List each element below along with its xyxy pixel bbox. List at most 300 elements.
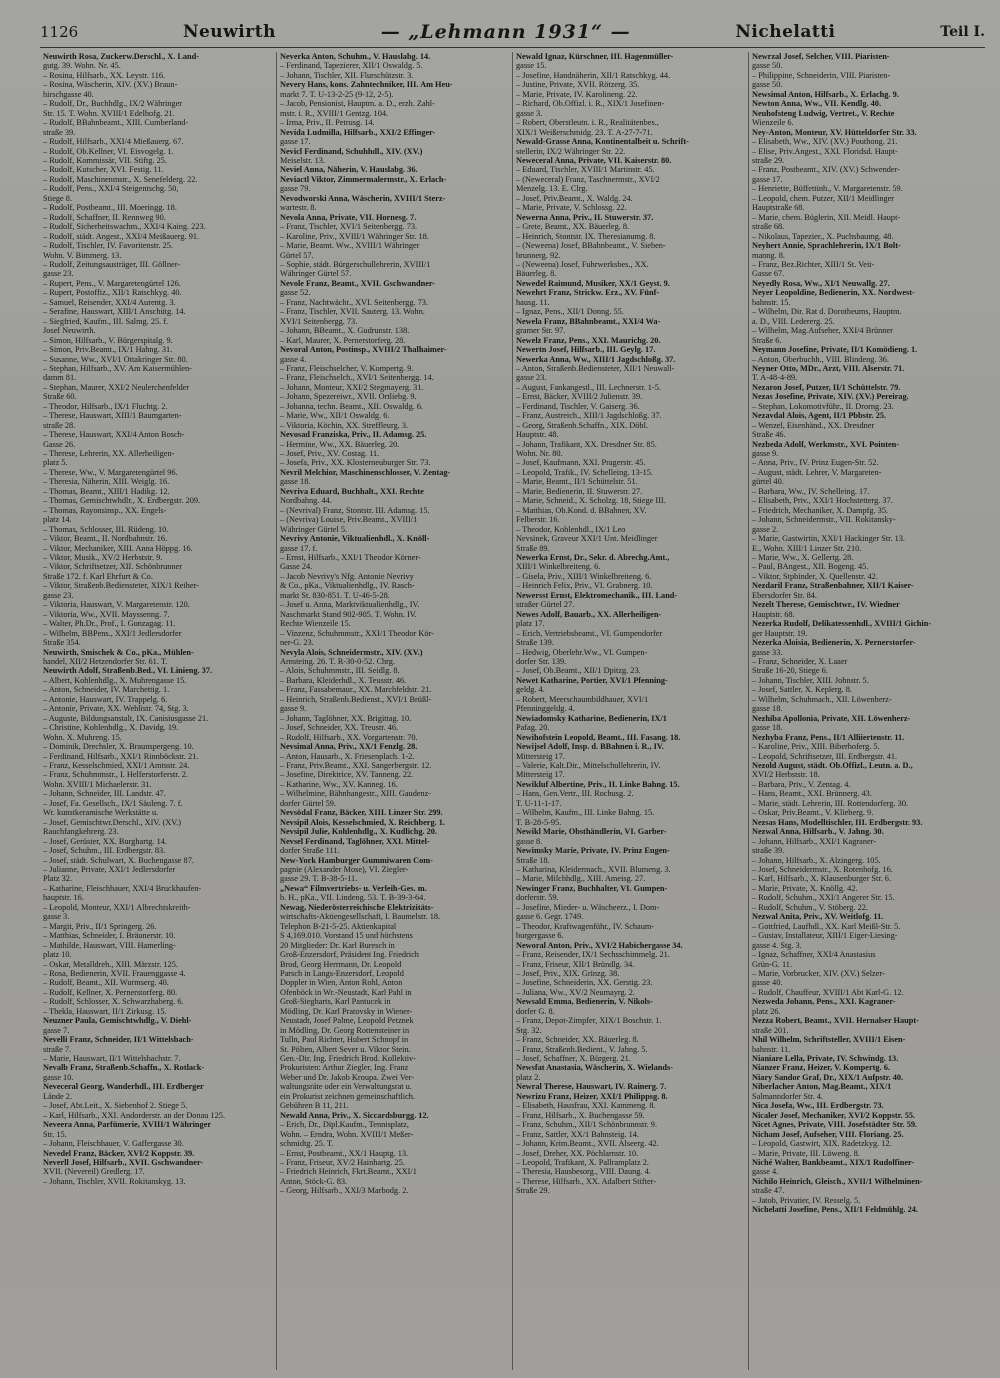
entry-line: Neuhofsteng Ludwig, Vertret., V. Rechte — [752, 108, 895, 118]
entry-line: – Eduard, Tischler, XVIII/1 Martinstr. 45. — [516, 165, 655, 175]
entry-line: – Johann, Trafikant, XX. Dresdner Str. 85. — [516, 439, 657, 449]
entry-line: – Susanne, Ww., XVI/1 Ottakringer Str. 80. — [43, 354, 188, 364]
entry-line: – Philippine, Schneiderin, VIII. Piaristen- — [752, 70, 891, 80]
entry-line: Newrzal Josef, Selcher, VIII. Piaristen- — [752, 52, 890, 61]
entry-line: gramer Str. 97. — [516, 326, 566, 336]
entry-line: Nevicl Ferdinand, Schuhhdl., XIV. (XV.) — [280, 146, 423, 156]
entry-line: Neuzner Paula, Gemischtwhdlg., V. Diehl- — [43, 1016, 192, 1026]
entry-line: gasse 3. — [516, 108, 543, 118]
entry-line: Newertn Josef, Hilfsarb., III. Geylg. 17. — [516, 345, 656, 355]
entry-line: – Josef, Priv.Beamt., X. Waldg. 24. — [516, 193, 633, 203]
entry-line: Newiadomsky Katharine, Bedienerin, IX/1 — [516, 713, 667, 723]
entry-line: – Theresia, Hausbesorg., VIII. Daung. 4. — [516, 1167, 651, 1177]
entry-line: XVI/1 Seitenbergg. 73. — [280, 316, 358, 326]
entry-line: – Franz, Fleischselch., XVI/1 Seitenbergg. 14. — [280, 373, 434, 383]
entry-line: – Josef, Abt.Leit., X. Siebenhof 2. Stiege 5. — [43, 1101, 188, 1111]
entry-line: Newsald Emma, Bedienerin, V. Nikols- — [516, 997, 653, 1007]
entry-line: – Rudolf, Schuhm., V. Stöberg. 22. — [752, 902, 868, 912]
entry-line: mstr. i. R., XVIII/1 Gentzg. 104. — [280, 108, 389, 118]
entry-line: gasse 40. — [752, 978, 783, 988]
entry-line: Neuwirth Adolf, Straßenb.Bed., VI. Linieng. 37. — [43, 666, 213, 676]
entry-line: – Thomas, Gemischtwhdlr., X. Erdbergstr. 209. — [43, 496, 201, 506]
entry-line: straße 7. — [43, 1044, 72, 1054]
entry-line: Nicham Josef, Aufseher, VIII. Floriang. 25. — [752, 1129, 904, 1139]
entry-line: Nezerka Rudolf, Delikatessenhdl., XVIII/1 Gichin- — [752, 619, 932, 629]
entry-line: Weber und Dr. Jakob Kroupa. Zwei Ver- — [280, 1072, 415, 1082]
entry-line: gasse 4. — [280, 354, 307, 364]
entry-line: manng. 8. — [752, 250, 785, 260]
entry-line: Neworal Anton, Priv., XVI/2 Habichergasse 34. — [516, 940, 683, 950]
entry-line: – Rudolf, Kutscher, XVI. Festig. 11. — [43, 165, 164, 175]
entry-line: Pafag. 20. — [516, 723, 550, 733]
entry-line: Straße 29. — [516, 1186, 550, 1196]
entry-line: straßer Gürtel 27. — [516, 600, 575, 610]
entry-line: Telephon B-21-5-25. Aktienkapital — [280, 921, 397, 931]
entry-line: Nevida Ludmilla, Hilfsarb., XXI/2 Effinger- — [280, 127, 436, 137]
entry-line: Groß-Siegharts, Karl Pantucek in — [280, 997, 391, 1007]
entry-line: Gasse 67. — [752, 269, 785, 279]
entry-line: Neyhert Annie, Sprachlehrerin, IX/1 Bolt- — [752, 241, 901, 251]
entry-line: Rechte Wienzeile 15. — [280, 619, 351, 629]
entry-line: Doppler in Wien, Anton Rohl, Anton — [280, 978, 403, 988]
entry-line: – Viktor, Musik., XV/2 Herbststr. 9. — [43, 553, 163, 563]
entry-line: Nevedel Franz, Bäcker, XVI/2 Koppstr. 39. — [43, 1148, 195, 1158]
entry-line: – Marie, Vorbrucker, XIV. (XV.) Selzer- — [752, 968, 885, 978]
entry-line: – Josef, Fa. Gesellsch., IX/1 Säuleng. 7. f. — [43, 798, 183, 808]
entry-line: – Therese, Hauswart, XIII/1 Baumgarten- — [43, 411, 182, 421]
entry-line: – Franz, Schneider, XX. Bäuerleg. 8. — [516, 1035, 639, 1045]
entry-line: handel, XII/2 Hetzendorfer Str. 61. T. — [43, 657, 168, 666]
entry-line: Nezweda Johann, Pens., XXI. Kagraner- — [752, 997, 896, 1007]
entry-line: Newelz Franz, Pens., XXI. Maurichg. 20. — [516, 335, 661, 345]
entry-line: – Vinzenz, Schuhmmstr., XXI/1 Theodor Kör- — [280, 628, 434, 638]
entry-line: XVI/2 Herbststr. 18. — [752, 770, 820, 780]
entry-line: Nezerka Aloisia, Bedienerin, X. Pernerstorfer- — [752, 638, 916, 648]
entry-line: – Antonie, Private, XX. Wehlistr. 74, Stg. 3. — [43, 704, 189, 714]
entry-line: – Gustav, Installateur, XIII/1 Eiger-Liesing- — [752, 931, 898, 941]
entry-line: Prokuristen: Arthur Ziegler, Ing. Franz — [280, 1063, 409, 1073]
entry-line: Nianzer Franz, Heizer, V. Kompertg. 6. — [752, 1063, 890, 1073]
entry-line: – Therese, Ww., V. Margaretengürtel 96. — [43, 467, 178, 477]
entry-line: straße 39. — [43, 127, 76, 137]
entry-line: – Barbara, Priv., V. Zentag. 4. — [752, 779, 851, 789]
entry-line: – Erich, Dr., Dipl.Kaufm., Tennisplatz, — [280, 1120, 409, 1130]
entry-line: – Ernst, Hilfsarb., XXI/1 Theodor Körner- — [280, 553, 421, 563]
entry-line: Newinger Franz, Buchhalter, VI. Gumpen- — [516, 883, 668, 893]
entry-line: Wohn. Nr. 80. — [516, 449, 563, 459]
page-header — [40, 20, 985, 44]
entry-line: gasse 23. — [516, 373, 547, 383]
entry-line: New-York Hamburger Gummiwaren Com- — [280, 855, 433, 865]
entry-line: – August, Fankangestl., III. Lechnerstr. 1-5. — [516, 382, 661, 392]
entry-line: – Theodor, Kohlenhdl., IX/1 Leo — [516, 524, 626, 534]
entry-line: – Therese, Lehrerin, XX. Allerheiligen- — [43, 449, 175, 459]
entry-line: – Gottfried, Laufhdl., XX. Karl Meißl-Str. 5. — [752, 921, 901, 931]
entry-line: gasse 50. — [752, 80, 783, 90]
entry-line: wartestr. 8. — [280, 203, 317, 213]
entry-line: straße 68. — [752, 222, 785, 232]
entry-line: Neymann Josefine, Private, II/1 Komödieng. 1. — [752, 345, 918, 355]
entry-line: dorfer Gürtel 59. — [280, 798, 336, 808]
entry-line: – Marie, chem. Büglerin, XII. Meidl. Haupt- — [752, 212, 901, 222]
entry-line: Straße 18. — [516, 855, 550, 865]
entry-line: – Johann, Tischler, XIII. Johnstr. 5. — [752, 675, 869, 685]
entry-line: – Johann, Monteur, XXI/2 Stegmayerg. 31. — [280, 382, 424, 392]
entry-line: Newerka Anna, Ww., XIII/1 Jagdschloßg. 37. — [516, 354, 676, 364]
entry-line: – Margit, Priv., II/1 Springerg. 26. — [43, 921, 157, 931]
entry-line: Newton Anna, Ww., VII. Kendlg. 40. — [752, 99, 882, 109]
entry-line: wirtschafts-Aktiengesellschaft, I. Baumelstr. 18. — [280, 912, 441, 922]
entry-line: Platz 32. — [43, 874, 73, 884]
entry-line: Newikl Marie, Obsthändlerin, VI. Garber- — [516, 827, 667, 837]
entry-line: Grün-G. 11. — [752, 959, 793, 969]
entry-line: – Thomas, Rayonsinsp., XX. Engels- — [43, 505, 167, 515]
entry-line: gasse 79. — [280, 184, 311, 194]
entry-line: XIII/1 Winkelbreiteng. 6. — [516, 562, 601, 572]
entry-line: gasse 50. — [752, 61, 783, 71]
directory-title: — „Lehmann 1931“ — — [380, 21, 631, 43]
entry-line: Nhil Wilhelm, Schriftsteller, XVIII/1 Eisen- — [752, 1035, 906, 1045]
entry-line: Parsch in Langs-Enzersdorf, Leopold — [280, 968, 404, 978]
entry-line: – Nikolaus, Tapezier., X. Puchsbaumg. 48. — [752, 231, 894, 241]
entry-line: Felberstr. 16. — [516, 515, 560, 525]
column-2 — [276, 52, 512, 1370]
entry-line: Nichilo Heinrich, Gleisch., XVII/1 Wilhelminen- — [752, 1176, 923, 1186]
entry-line: waltungsräte oder ein Verwaltungsrat u. — [280, 1082, 412, 1092]
entry-line: dorferstr. 59. — [516, 893, 559, 903]
entry-line: – Rudolf, Schuhm., XXI/1 Angerer Str. 15. — [752, 893, 895, 903]
entry-line: – Josef, Gemischtwr.Derschl., XIV. (XV.) — [43, 817, 181, 827]
entry-line: ger Hauptstr. 19. — [752, 628, 808, 638]
entry-line: ein Prokurist zeichnen gemeinschaftlich. — [280, 1091, 416, 1101]
entry-line: Newsimal Anton, Hilfsarb., X. Erlachg. 9. — [752, 89, 899, 99]
entry-line: straße 47. — [752, 1186, 785, 1196]
entry-line: – Leopold, Trafik., IV. Schelleing. 13-15. — [516, 467, 653, 477]
entry-line: gasse 23. — [43, 590, 74, 600]
entry-line: straße 28. — [43, 420, 76, 430]
entry-line: – Johann, BBeamt., X. Gudrunstr. 138. — [280, 326, 410, 336]
entry-line: Wienzeile 6. — [752, 118, 794, 128]
entry-line: Gebühren B 11, 211. — [280, 1101, 349, 1111]
entry-line: – Albert, Kohlenhdlg., X. Muhrengasse 15. — [43, 675, 187, 685]
entry-line: Ofenböck in Wr.-Neustadt, Karl Pahl in — [280, 987, 412, 997]
entry-line: – Georg, Straßenb.Schaffn., XIX. Döbl. — [516, 420, 648, 430]
entry-line: – Franz, Friseur, XII/1 Bründlg. 34. — [516, 959, 635, 969]
entry-line: Wohn. – Erndra, Wohn. XVIII/1 Meßer- — [280, 1129, 414, 1139]
entry-line: Mittersteig 17. — [516, 770, 565, 780]
entry-line: Tulln, Paul Richter, Hubert Schnopf in — [280, 1035, 409, 1045]
entry-line: Währinger Gürtel 5. — [280, 524, 348, 534]
entry-line: – Anton, Oberbuchh., VIII. Blindeng. 36. — [752, 354, 889, 364]
entry-line: Nezbeda Adolf, Werkmstr., XVI. Pointen- — [752, 439, 900, 449]
entry-line: – Rudolf, Sicherheitswachm., XXI/4 Kaing. 223. — [43, 222, 206, 232]
entry-line: gasse 3. — [43, 912, 70, 922]
entry-line: Gasse 24. — [280, 562, 313, 572]
entry-line: – Josefine, Direktrice, XV. Tanneng. 22. — [280, 770, 414, 780]
entry-line: Newet Katharine, Portier, XVI/1 Pfenning- — [516, 675, 668, 685]
entry-line: – Josef, Schuhm., III. Erdbergstr. 83. — [43, 846, 166, 856]
entry-line: Hauptstraße 68. — [752, 203, 805, 213]
entry-line: – Georg, Hilfsarb., XXI/3 Marbodg. 2. — [280, 1186, 409, 1196]
entry-line: Rauchfangkehrerg. 23. — [43, 827, 119, 837]
entry-line: gasse 23. — [43, 269, 74, 279]
entry-line: XVII. (Nevereil) Gredlerg. 17. — [43, 1167, 145, 1177]
entry-line: – Rosina, Wäscherin, XIV. (XV.) Braun- — [43, 80, 178, 90]
entry-line: – Josef, Schneider, XX. Treustr. 46. — [280, 723, 399, 733]
entry-line: – Juliana, Ww., XV/2 Neumayrg. 2. — [516, 987, 635, 997]
entry-line: – (Neweena) Josef, Fuhrwerksbes., XX. — [516, 259, 649, 269]
entry-line: Straße 6. — [752, 335, 782, 345]
entry-line: Nevola Anna, Private, VII. Hornesg. 7. — [280, 212, 417, 222]
entry-line: – Theresia, Näherin, XIII. Weiglg. 16. — [43, 477, 170, 487]
entry-line: Nichelatti Josefine, Pens., XII/1 Feldmühlg. 24. — [752, 1205, 918, 1215]
entry-line: XIX/1 Weißerschmidg. 23. T. A-27-7-71. — [516, 127, 653, 137]
entry-line: – Dominik, Drechsler, X. Braunspergeng. 10. — [43, 742, 194, 752]
entry-line: schmidtg. 25. T. — [280, 1139, 334, 1149]
entry-line: Wohn. XVIII/1 Michaelerstr. 31. — [43, 779, 152, 789]
entry-line: – Katharina, Kleidermach., XVII. Blumeng. 3. — [516, 864, 671, 874]
entry-line: Newimsky Marie, Private, IV. Prinz Eugen- — [516, 846, 670, 856]
entry-line: – Rosina, Hilfsarb., XX. Leystr. 116. — [43, 70, 166, 80]
entry-line: – Heinrich Felix, Priv., VI. Grabnerg. 10. — [516, 581, 653, 591]
entry-line: Nezaron Josef, Putzer, II/1 Schüttelstr. 79. — [752, 382, 901, 392]
entry-line: Straße 46. — [752, 430, 786, 440]
entry-line: Groß-Enzersdorf, Präsident Ing. Friedrich — [280, 950, 419, 960]
entry-line: – Marie, Private, X. Knöllg. 42. — [752, 883, 858, 893]
entry-line: Bäuerleg. 8. — [516, 269, 557, 279]
column-3 — [512, 52, 748, 1370]
entry-line: – Viktoria, Ww., XVII. Mayssenng. 7. — [43, 609, 170, 619]
entry-line: – Johann, Hilfsarb., XXI/1 Kagraner- — [752, 836, 877, 846]
entry-line: – Johann, Krim.Beamt., XVII. Alseerg. 42. — [516, 1139, 659, 1149]
entry-line: platz 17. — [516, 619, 545, 629]
entry-line: – Johann, Tischler, XVII. Rokitanskyg. 13. — [43, 1176, 186, 1186]
entry-line: – Hedwig, Oberlehr.Ww., VI. Gumpen- — [516, 647, 648, 657]
entry-line: – Josef, Kaufmann, XXI. Pragerstr. 45. — [516, 458, 646, 468]
entry-line: Menzelg. 13. E. Clrg. — [516, 184, 588, 194]
entry-line: – Jacob Nevrivy's Nfg. Antonie Nevrivy — [280, 571, 414, 581]
entry-line: – Gisela, Priv., XIII/1 Winkelbreiteng. 6. — [516, 571, 652, 581]
entry-line: – (Neweena) Josef, BBahnbeamt., V. Sieben- — [516, 241, 666, 251]
entry-line: Straße 60. — [43, 392, 77, 402]
entry-line: Neverll Josef, Hilfsarb., XVII. Gschwandner- — [43, 1158, 204, 1168]
entry-line: Neuwirth Rosa, Zuckerw.Derschl., X. Land- — [43, 52, 200, 61]
entry-line: gasse 9. — [280, 704, 307, 714]
entry-line: Nevery Hans, kons. Zahntechniker, III. Am Heu- — [280, 80, 453, 90]
directory-columns — [40, 52, 985, 1370]
entry-line: – Robert, Oberstleutn. i. R., Realitätenbes., — [516, 118, 659, 128]
header-rule — [40, 47, 985, 48]
entry-line: straße 39. — [752, 846, 785, 856]
entry-line: Ebersdorfer Str. 84. — [752, 590, 817, 600]
entry-line: Gasse 26. — [43, 439, 76, 449]
entry-line: – Rudolf, Zeitungsausträger, III. Göllner- — [43, 259, 181, 269]
entry-line: – Leopold, Gastwirt, XIX. Radetzkyg. 12. — [752, 1139, 892, 1149]
entry-line: – Wenzel, Eisenhänd., XX. Dresdner — [752, 420, 875, 430]
entry-line: bahnstr. 15. — [752, 297, 791, 307]
entry-line: – Christine, Kohlenhdlg., X. Davidg. 19. — [43, 723, 179, 733]
entry-line: – Wilhelm, Mag.Aufseher, XXI/4 Brünner — [752, 326, 893, 336]
entry-line: gasse 18. — [752, 723, 783, 733]
entry-line: – Josefine, Schneiderin, XX. Gerstig. 23. — [516, 978, 653, 988]
entry-line: – Robert, Meerschaumbildhauer, XVI/1 — [516, 694, 649, 704]
entry-line: Nevriva Eduard, Buchhalt., XXI. Rechte — [280, 486, 424, 496]
entry-line: – Marie, Ww., X. Gellertg. 28. — [752, 553, 854, 563]
entry-line: – Stephan, Lokomotivführ., II. Drorng. 23. — [752, 401, 894, 411]
entry-line: – Rudolf, Hilfsarb., XX. Vorgartenstr. 70. — [280, 732, 418, 742]
entry-line: – Josef, Ob.Beamt., XII/1 Dpitzg. 23. — [516, 666, 641, 676]
entry-line: – Matthias, Ob.Kond. d. BBahnen, XV. — [516, 505, 647, 515]
entry-line: Nevoral Anton, Postinsp., XVIII/2 Thalhaimer- — [280, 345, 447, 355]
entry-line: – Josef, Schneidermstr., X. Rotenhofg. 16. — [752, 864, 893, 874]
entry-line: dorfer Straße 111. — [280, 846, 340, 856]
entry-line: – Johann, Fleischhauer, V. Gaffergasse 30. — [43, 1139, 184, 1149]
entry-line: – Johann, Schneidermstr., VII. Rokitansky- — [752, 515, 896, 525]
entry-line: Nevsipil Julie, Kohlenhdlg., X. Kudlichg. 20. — [280, 827, 437, 837]
entry-line: Nevelli Franz, Schneider, II/1 Wittelsbach- — [43, 1035, 194, 1045]
entry-line: – Elisabeth, Hausfrau, XXI. Kammeng. 8. — [516, 1101, 656, 1111]
entry-line: – Rudolf, Kellner, X. Pernerstorferg. 80. — [43, 987, 178, 997]
entry-line: – Samuel, Reisender, XXI/4 Aurentg. 3. — [43, 297, 176, 307]
entry-line: – Katharine, Ww., XV. Kanneg. 16. — [280, 779, 398, 789]
entry-line: – Marie, Bedienerin, II. Stuwerstr. 27. — [516, 486, 643, 496]
entry-line: – Marie, städt. Lehrerin, III. Rottendorferg. 30. — [752, 798, 909, 808]
entry-line: – Franz, Friseur, XV/2 Hainhartg. 25. — [280, 1158, 405, 1168]
entry-line: – Paul, BAngest., XII. Bogeng. 45. — [752, 562, 869, 572]
entry-line: – Simon, Priv.Beamt., IX/1 Hahng. 31. — [43, 345, 173, 355]
entry-line: – Thekla, Hauswart, II/1 Zirkusg. 15. — [43, 1006, 167, 1016]
entry-line: E., Wohn. XIII/1 Linzer Str. 210. — [752, 543, 862, 553]
left-keyword: Neuwirth — [182, 22, 276, 42]
entry-line: Stiege 8. — [43, 193, 73, 203]
entry-line: – Marie, Hauswart, II/1 Wittelsbachstr. 7. — [43, 1054, 181, 1064]
entry-line: Nezdaril Franz, Straßenbahner, XII/1 Kaiser- — [752, 581, 914, 591]
entry-line: – Katharine, Fleischhauer, XXI/4 Bruckhaufen- — [43, 883, 202, 893]
entry-line: – Karoline, Priv., XIII. Biberhoferg. 5. — [752, 742, 880, 752]
entry-line: Neyer Leopoldine, Bedienerin, XX. Nordwest- — [752, 288, 915, 298]
column-4 — [748, 52, 984, 1370]
entry-line: – Henriette, Büffettinh., V. Margaretenstr. 59. — [752, 184, 903, 194]
entry-line: ner-G. 23. — [280, 638, 314, 648]
entry-line: Salmanndorfer Str. 4. — [752, 1091, 823, 1101]
entry-line: Neyner Otto, MDr., Arzt, VIII. Alserstr. 71. — [752, 363, 905, 373]
column-1 — [40, 52, 276, 1370]
entry-line: Nevosad Franziska, Priv., II. Adamsg. 25. — [280, 430, 427, 440]
entry-line: – Karl, Hilfsarb., X. Klausenburger Str. 6. — [752, 874, 892, 884]
entry-line: gürtel 40. — [752, 477, 784, 487]
entry-line: – Hans, Beamt., XXI. Brünnerg. 43. — [752, 789, 872, 799]
entry-line: Arnsteing. 26. T. R-30-0-52. Chrg. — [280, 657, 395, 666]
entry-line: – Matthias, Schneider, I. Bräunerstr. 10. — [43, 931, 176, 941]
entry-line: gasse 10. — [43, 1072, 74, 1082]
entry-line: Nezza Robert, Beamt., XVII. Hernalser Haupt- — [752, 1016, 919, 1026]
entry-line: – Franz, Austreich., XIII/1 Jagdschloßg. 37. — [516, 411, 662, 421]
entry-line: – Siegfried, Kaufm., III. Salmg. 25. f. — [43, 316, 169, 326]
entry-line: – Hermine, Ww., XX. Bäuerleg. 20. — [280, 439, 400, 449]
entry-line: – Hans, Gen.Vertr., III. Rochusg. 2. — [516, 789, 634, 799]
entry-line: straße 29. — [752, 155, 785, 165]
entry-line: T. A-48-4-89. — [752, 373, 798, 383]
entry-line: Gen.-Dir. Ing. Friedrich Brod. Kollektiv- — [280, 1054, 416, 1064]
entry-line: gasse 17. — [752, 174, 783, 184]
entry-line: Nicaler Josef, Mechaniker, XVI/2 Koppstr. 55. — [752, 1110, 916, 1120]
entry-line: Nevrivy Antonie, Viktualienhdl., X. Knöll- — [280, 534, 430, 544]
entry-line: St. Pölten, Albert Sever u. Viktor Stein. — [280, 1044, 411, 1054]
entry-line: Newag, Niederösterreichische Elektrizitäts- — [280, 902, 434, 912]
entry-line: – Viktor, Mechaniker, XIII. Anna Höppg. 16. — [43, 543, 193, 553]
entry-line: – Rudolf, städt. Angest., XXI/4 Meißauerg. 91. — [43, 231, 200, 241]
entry-line: Newijsel Adolf, Insp. d. BBahnen i. R., IV. — [516, 742, 664, 752]
entry-line: gasse 6. Gegr. 1749. — [516, 912, 584, 922]
entry-line: – Wilhelm, BBPens., XXI/1 Jedlersdorfer — [43, 628, 182, 638]
entry-line: gasse 33. — [752, 647, 783, 657]
entry-line: – Josef, städt. Schulwart, X. Buchengasse 87. — [43, 855, 194, 865]
entry-line: – Franz, Schuhm., XII/1 Schönbrunnstr. 9. — [516, 1120, 658, 1130]
entry-line: Nezelt Therese, Gemischtwr., IV. Wiedner — [752, 600, 900, 610]
entry-line: – Thomas, Schlosser, III. Rüdeng. 10. — [43, 524, 169, 534]
entry-line: – Oskar, Priv.Beamt., V. Klieberg. 9. — [752, 808, 874, 818]
entry-line: – Wilhelm, Schuhmach., XII. Löwenherz- — [752, 694, 892, 704]
entry-line: Str. 15. T. Wohn. XVIII/1 Edelhofg. 21. — [43, 108, 175, 118]
entry-line: Nianiare Lella, Private, IV. Schwindg. 13. — [752, 1054, 899, 1064]
entry-line: – Marie, Private, V. Schlossg. 22. — [516, 203, 627, 213]
entry-line: Wr. kunstkeramische Werkstätte u. — [43, 808, 159, 818]
entry-line: – Johanna, techn. Beamt., XII. Oswaldg. 6. — [280, 401, 424, 411]
entry-line: – Rupert, Pens., V. Margaretengürtel 126. — [43, 278, 181, 288]
entry-line: Straße 139. — [516, 638, 554, 648]
entry-line: – Rudolf, Hilfsarb., XXI/4 Mießauerg. 67. — [43, 137, 184, 147]
entry-line: Neverka Anton, Schuhm., V. Hauslabg. 14. — [280, 52, 431, 61]
entry-line: Straße 89. — [516, 543, 550, 553]
entry-line: Brod, Georg Herrmann, Dr. Leopold — [280, 959, 402, 969]
entry-line: markt St. 830-851. T. U-46-5-28. — [280, 590, 390, 600]
entry-line: – Viktor, Beamt., II. Nordbahnstr. 16. — [43, 534, 168, 544]
entry-line: – Jacob, Pensionist, Hauptm. a. D., erzh. Zahl- — [280, 99, 435, 109]
entry-line: – Ignaz, Pens., XII/1 Donng. 55. — [516, 307, 624, 317]
entry-line: – August, städt. Lehrer, V. Margareten- — [752, 467, 882, 477]
entry-line: Nezwal Anna, Hilfsarb., V. Jahng. 30. — [752, 827, 884, 837]
entry-line: – Ernst, Bäcker, XVIII/2 Julienstr. 39. — [516, 392, 643, 402]
entry-line: – Rudolf, Postbeamt., III. Moeringg. 18. — [43, 203, 177, 213]
entry-line: – Theodor, Kraftwagenführ., IV. Schaum- — [516, 921, 655, 931]
entry-line: Naschmarkt Stand 902-905. T. Wohn. IV. — [280, 609, 417, 619]
entry-line: – Barbara, Kleiderhdl., X. Teusstr. 46. — [280, 675, 407, 685]
entry-line: Newald Ignaz, Kürschner, III. Hagenmüller- — [516, 52, 674, 61]
entry-line: – Viktor, Straßenb.Bediensteter, XIX/1 Reiher- — [43, 581, 199, 591]
entry-line: markt 7. T. U-13-2-25 (9-12, 2-5). — [280, 89, 394, 99]
entry-line: – Barbara, Ww., IV. Schelleing. 17. — [752, 486, 870, 496]
part-label: Teil I. — [940, 24, 985, 40]
entry-line: Newela Franz, BBahnbeamt., XXI/4 Wa- — [516, 316, 661, 326]
entry-line: – Josef u. Anna, Marktviktualienhdlg., IV. — [280, 600, 420, 610]
entry-line: – Rudolf, Schaffner, II. Rennweg 90. — [43, 212, 166, 222]
entry-line: b. H., pKa., VII. Lindeng. 53. T. B-39-3-64. — [280, 893, 426, 903]
entry-line: Wohn. V. Bimmerg. 13. — [43, 250, 122, 260]
entry-line: – Stephan, Maurer, XXI/2 Neulerchenfelder — [43, 382, 190, 392]
entry-line: – Franz, Fleischselcher, V. Kompertg. 9. — [280, 363, 414, 373]
entry-line: – Leopold, Monteur, XXI/1 Albrechtskreith- — [43, 902, 191, 912]
entry-line: – Franz, Fassabemaur., XX. Marchfeldstr. 21. — [280, 685, 432, 695]
entry-line: Anton, Stöck-G. 83. — [280, 1176, 348, 1186]
entry-line: Nezsas Hans, Modelltischler, III. Erdbergstr. 93. — [752, 817, 923, 827]
entry-line: dorfer Str. 139. — [516, 657, 567, 666]
entry-line: Neveceral Georg, Wanderhdl., III. Erdberger — [43, 1082, 204, 1092]
entry-line: gasse 7. — [43, 1025, 70, 1035]
entry-line: Nicet Agnes, Private, VIII. Josefstädter Str. 59. — [752, 1120, 918, 1130]
entry-line: platz 14. — [43, 515, 72, 525]
entry-line: Hauptstr. 68. — [752, 609, 795, 619]
entry-line: – Wilhelm, Kaufm., III. Linke Bahng. 15. — [516, 808, 655, 818]
